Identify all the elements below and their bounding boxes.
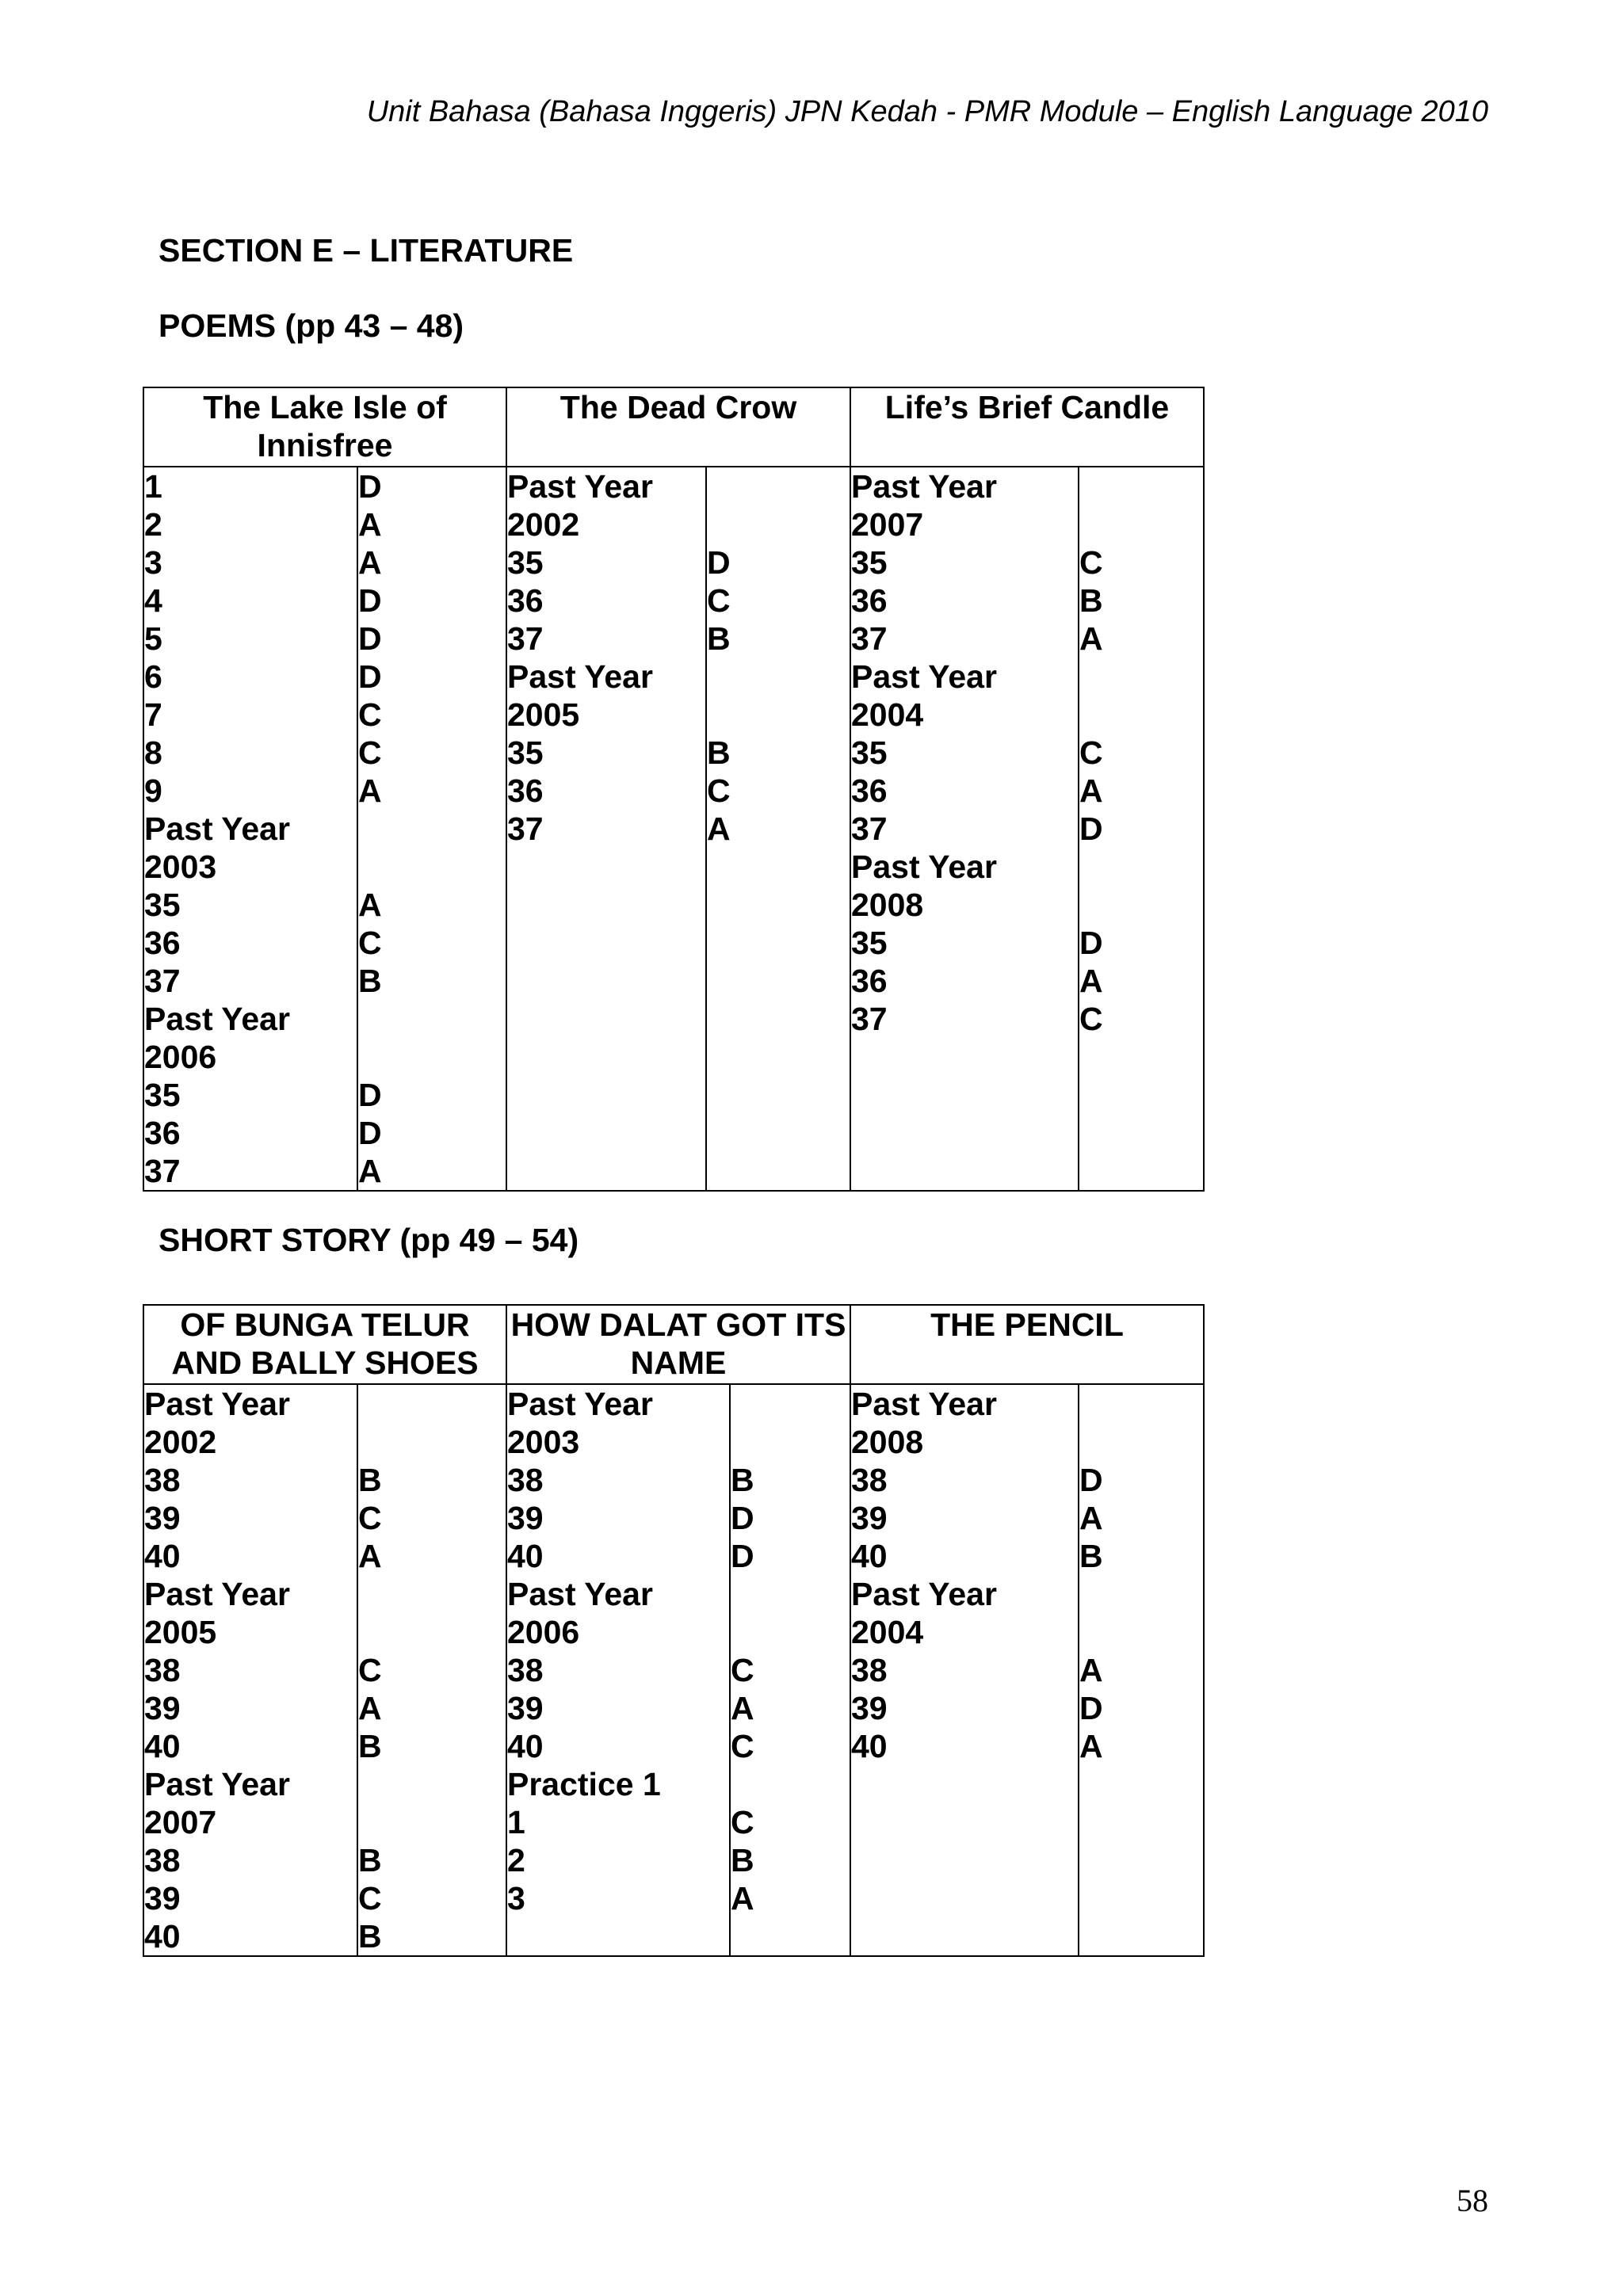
poem-header-lake-isle: The Lake Isle of Innisfree [143,387,506,467]
pencil-answer-column: D A B A D A [1079,1384,1204,1956]
dead-crow-answer-column: D C B B C A [706,467,850,1191]
story-header-pencil: THE PENCIL [850,1305,1204,1384]
story-header-dalat: HOW DALAT GOT ITS NAME [506,1305,850,1384]
poems-title: POEMS (pp 43 – 48) [158,307,464,344]
lake-isle-answer-column: D A A D D D C C A A C B D D A [357,467,506,1191]
brief-candle-question-column: Past Year 2007 35 36 37 Past Year 2004 35 36 37 Past Year 2008 35 36 37 [850,467,1079,1191]
table-header-row [143,387,1204,467]
dead-crow-question-column: Past Year 2002 35 36 37 Past Year 2005 35 36 37 [506,467,706,1191]
brief-candle-answer-column: C B A C A D D A C [1079,467,1204,1191]
lake-isle-question-column: 1 2 3 4 5 6 7 8 9 Past Year 2003 35 36 37 Past Year 2006 35 36 37 [143,467,357,1191]
section-title: SECTION E – LITERATURE [158,232,574,269]
bunga-telur-question-column: Past Year 2002 38 39 40 Past Year 2005 38 39 40 Past Year 2007 38 39 40 [143,1384,357,1956]
short-story-answer-table [143,1304,1205,1957]
dalat-question-column: Past Year 2003 38 39 40 Past Year 2006 38 39 40 Practice 1 1 2 3 [506,1384,730,1956]
table-body-row [143,1384,1204,1956]
dalat-answer-column: B D D C A C C B A [730,1384,850,1956]
story-header-bunga-telur: OF BUNGA TELUR AND BALLY SHOES [143,1305,506,1384]
bunga-telur-answer-column: B C A C A B B C B [357,1384,506,1956]
page-number: 58 [1457,2183,1488,2218]
poem-header-dead-crow: The Dead Crow [506,387,850,467]
table-body-row [143,467,1204,1191]
page-header: Unit Bahasa (Bahasa Inggeris) JPN Kedah - PMR Module – English Language 2010 [366,95,1488,128]
pencil-question-column: Past Year 2008 38 39 40 Past Year 2004 38 39 40 [850,1384,1079,1956]
poems-answer-table [143,387,1205,1192]
table-header-row [143,1305,1204,1384]
poem-header-brief-candle: Life’s Brief Candle [850,387,1204,467]
short-story-title: SHORT STORY (pp 49 – 54) [158,1222,579,1258]
